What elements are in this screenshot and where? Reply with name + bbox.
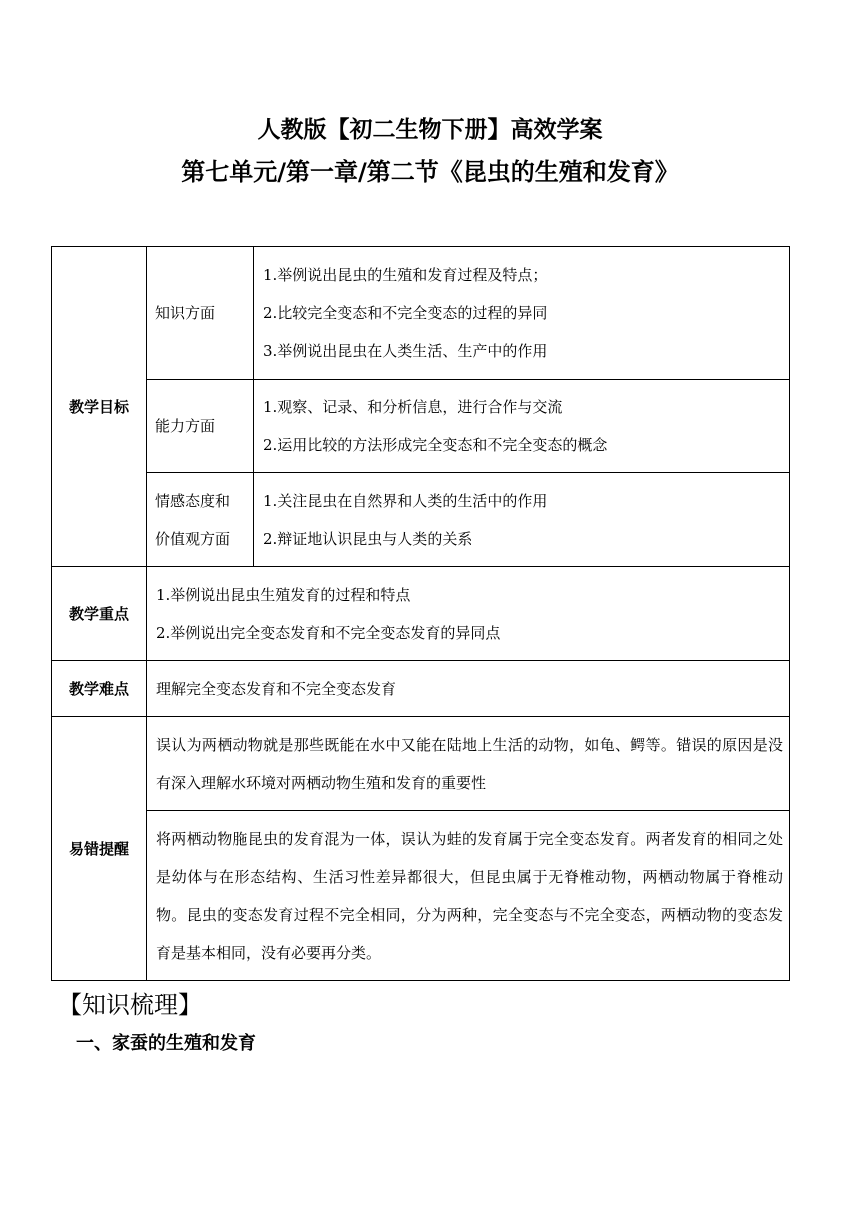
list-item: 1.举例说出昆虫的生殖和发育过程及特点； [263, 266, 548, 284]
ability-items [254, 380, 790, 473]
table-row [52, 380, 790, 473]
document-title: 人教版【初二生物下册】高效学案 [257, 117, 603, 143]
section-heading: 【知识梳理】 [58, 991, 202, 1019]
lesson-plan-table [51, 246, 790, 981]
mistake-paragraph [147, 717, 790, 811]
emotion-label-line: 情感态度和 [155, 491, 231, 510]
key-points-items [147, 567, 790, 661]
difficulty-label: 教学难点 [52, 661, 147, 717]
table-row [52, 811, 790, 981]
document-subtitle: 第七单元/第一章/第二节《昆虫的生殖和发育》 [181, 158, 679, 186]
knowledge-items [254, 247, 790, 380]
difficulty-text: 理解完全变态发育和不完全变态发育 [147, 661, 790, 717]
table-row [52, 567, 790, 661]
mistake-paragraph [147, 811, 790, 981]
emotion-label-line: 价值观方面 [155, 529, 231, 548]
table-row [52, 247, 790, 380]
table-row [52, 717, 790, 811]
key-points-label: 教学重点 [52, 567, 147, 661]
table-row [52, 661, 790, 717]
emotion-label [147, 473, 254, 567]
mistakes-label: 易错提醒 [52, 717, 147, 981]
emotion-items [254, 473, 790, 567]
objectives-label: 教学目标 [52, 247, 147, 567]
knowledge-label: 知识方面 [147, 247, 254, 380]
paragraph-text: 将两栖动物胣昆虫的发育混为一体，误认为蛙的发育属于完全变态发育。两者发育的相同之处是幼体与在形态结构、生活习性差异都很大，但昆虫属于无脊椎动物，两栖动物属于脊椎动物。昆虫的变态发育过程不完全相同，分为两种，完全变态与不完全变态，两栖动物的变态发育是基本相同，没有必要再分类。 [156, 829, 783, 962]
list-item: 1.关注昆虫在自然界和人类的生活中的作用 [263, 491, 548, 510]
table-row [52, 473, 790, 567]
section-subheading: 一、家蚕的生殖和发育 [76, 1033, 256, 1054]
list-item: 2.辩证地认识昆虫与人类的关系 [263, 529, 473, 548]
list-item: 1.举例说出昆虫生殖发育的过程和特点 [156, 585, 411, 604]
list-item: 2.比较完全变态和不完全变态的过程的异同 [263, 304, 548, 322]
list-item: 1.观察、记录、和分析信息，进行合作与交流 [263, 398, 563, 416]
list-item: 2.运用比较的方法形成完全变态和不完全变态的概念 [263, 436, 608, 454]
list-item: 2.举例说出完全变态发育和不完全变态发育的异同点 [156, 623, 501, 642]
paragraph-text: 误认为两栖动物就是那些既能在水中又能在陆地上生活的动物，如龟、鳄等。错误的原因是没有深入理解水环境对两栖动物生殖和发育的重要性 [156, 735, 783, 792]
ability-label: 能力方面 [147, 380, 254, 473]
list-item: 3.举例说出昆虫在人类生活、生产中的作用 [263, 342, 548, 360]
